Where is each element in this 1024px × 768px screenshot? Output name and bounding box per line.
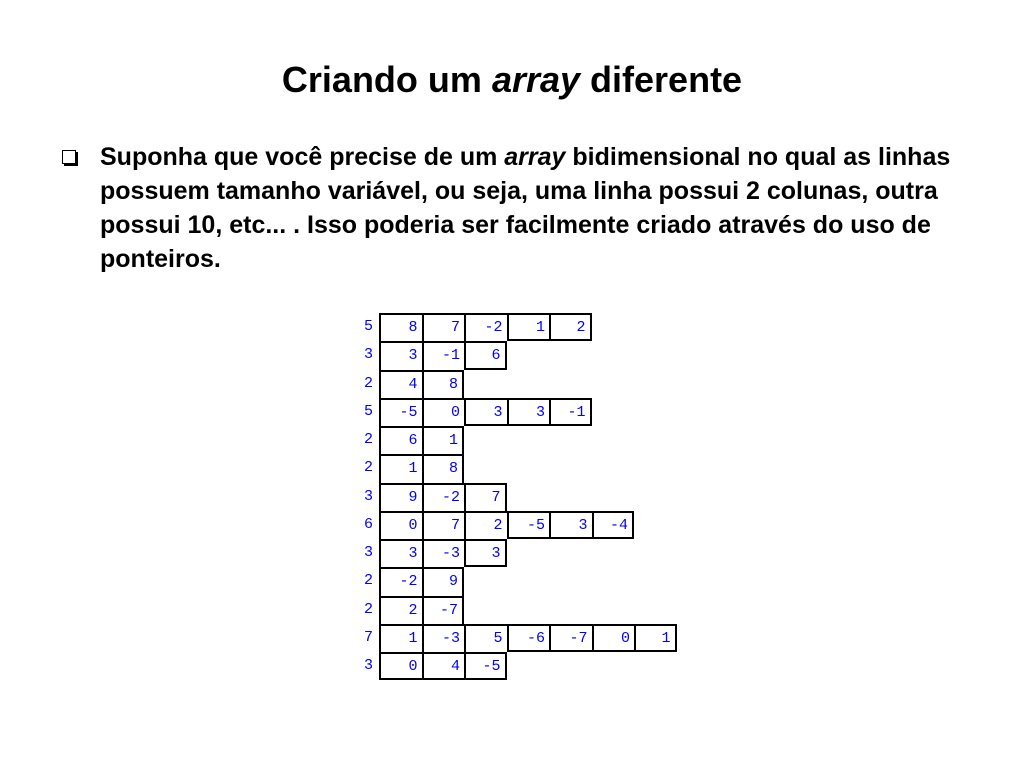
array-cell: -2 bbox=[464, 313, 507, 341]
array-cell: 3 bbox=[464, 539, 507, 567]
array-cell: 6 bbox=[464, 341, 507, 369]
title-text-start: Criando um bbox=[281, 59, 482, 100]
array-cell: -2 bbox=[422, 483, 465, 511]
row-length-label: 3 bbox=[364, 346, 374, 364]
row-length-label: 2 bbox=[364, 572, 374, 590]
jagged-array-diagram bbox=[361, 313, 677, 680]
array-cell: 8 bbox=[379, 313, 422, 341]
title-text-end: diferente bbox=[590, 59, 743, 100]
array-row bbox=[361, 370, 677, 398]
array-cell: 3 bbox=[464, 398, 507, 426]
row-length-label: 5 bbox=[364, 402, 374, 420]
array-cell: 0 bbox=[592, 624, 635, 652]
row-length-label: 7 bbox=[364, 628, 374, 646]
array-cell: -1 bbox=[422, 341, 465, 369]
array-cell: 0 bbox=[379, 511, 422, 539]
array-row bbox=[361, 652, 677, 680]
array-cell: 1 bbox=[634, 624, 677, 652]
array-row bbox=[361, 567, 677, 595]
array-cell: 1 bbox=[422, 426, 465, 454]
array-row bbox=[361, 483, 677, 511]
array-cell: -4 bbox=[592, 511, 635, 539]
array-cell: 8 bbox=[422, 454, 465, 482]
array-cell: 1 bbox=[379, 624, 422, 652]
title-text-italic: array bbox=[491, 59, 581, 100]
array-cell: -3 bbox=[422, 624, 465, 652]
array-row bbox=[361, 596, 677, 624]
row-length-label: 2 bbox=[364, 431, 374, 448]
checkbox-bullet-icon bbox=[62, 150, 76, 164]
bullet-text-start: Suponha que você precise de um bbox=[100, 143, 498, 171]
array-cell: 4 bbox=[422, 652, 465, 680]
array-row bbox=[361, 426, 677, 454]
row-length-label: 3 bbox=[364, 544, 374, 561]
array-row bbox=[361, 624, 677, 652]
array-cell: 1 bbox=[379, 454, 422, 482]
row-length-label: 2 bbox=[364, 459, 374, 477]
array-cell: 3 bbox=[379, 341, 422, 369]
array-cell: 0 bbox=[379, 652, 422, 680]
array-cell: 0 bbox=[422, 398, 465, 426]
array-cell: -7 bbox=[422, 596, 465, 624]
row-length-label: 3 bbox=[364, 487, 374, 505]
array-row bbox=[361, 341, 677, 369]
array-cell: 3 bbox=[507, 398, 550, 426]
array-cell: 3 bbox=[379, 539, 422, 567]
array-cell: 5 bbox=[464, 624, 507, 652]
row-length-label: 5 bbox=[364, 318, 374, 335]
array-cell: -5 bbox=[379, 398, 422, 426]
array-cell: 9 bbox=[379, 483, 422, 511]
row-length-label: 6 bbox=[364, 515, 374, 533]
array-cell: 2 bbox=[379, 596, 422, 624]
array-cell: -3 bbox=[422, 539, 465, 567]
array-cell: 7 bbox=[464, 483, 507, 511]
array-cell: 9 bbox=[422, 567, 465, 595]
array-cell: -2 bbox=[379, 567, 422, 595]
bullet-text bbox=[100, 140, 970, 276]
array-cell: -7 bbox=[549, 624, 592, 652]
row-length-label: 2 bbox=[364, 374, 374, 392]
bullet-item bbox=[60, 140, 970, 276]
bullet-text-italic: array bbox=[504, 143, 566, 171]
array-cell: 7 bbox=[422, 313, 465, 341]
array-cell: 8 bbox=[422, 370, 465, 398]
array-cell: 2 bbox=[464, 511, 507, 539]
array-cell: 4 bbox=[379, 370, 422, 398]
array-cell: -6 bbox=[507, 624, 550, 652]
array-cell: 1 bbox=[507, 313, 550, 341]
array-cell: -5 bbox=[507, 511, 550, 539]
array-row bbox=[361, 398, 677, 426]
bullet-text-end: bidimensional no qual as linhas possuem tamanho variável, ou seja, uma linha possui 2 colunas, outra possui 10, etc... . Isso poderia ser facilmente criado através do uso de ponteiros. bbox=[100, 143, 951, 273]
slide-title bbox=[0, 52, 1024, 108]
row-length-label: 2 bbox=[364, 600, 374, 618]
array-row bbox=[361, 313, 677, 341]
array-cell: 3 bbox=[549, 511, 592, 539]
array-cell: -5 bbox=[464, 652, 507, 680]
array-row bbox=[361, 454, 677, 482]
array-row bbox=[361, 539, 677, 567]
array-cell: -1 bbox=[549, 398, 592, 426]
row-length-label: 3 bbox=[364, 657, 374, 674]
array-row bbox=[361, 511, 677, 539]
array-cell: 7 bbox=[422, 511, 465, 539]
array-cell: 6 bbox=[379, 426, 422, 454]
array-cell: 2 bbox=[549, 313, 592, 341]
